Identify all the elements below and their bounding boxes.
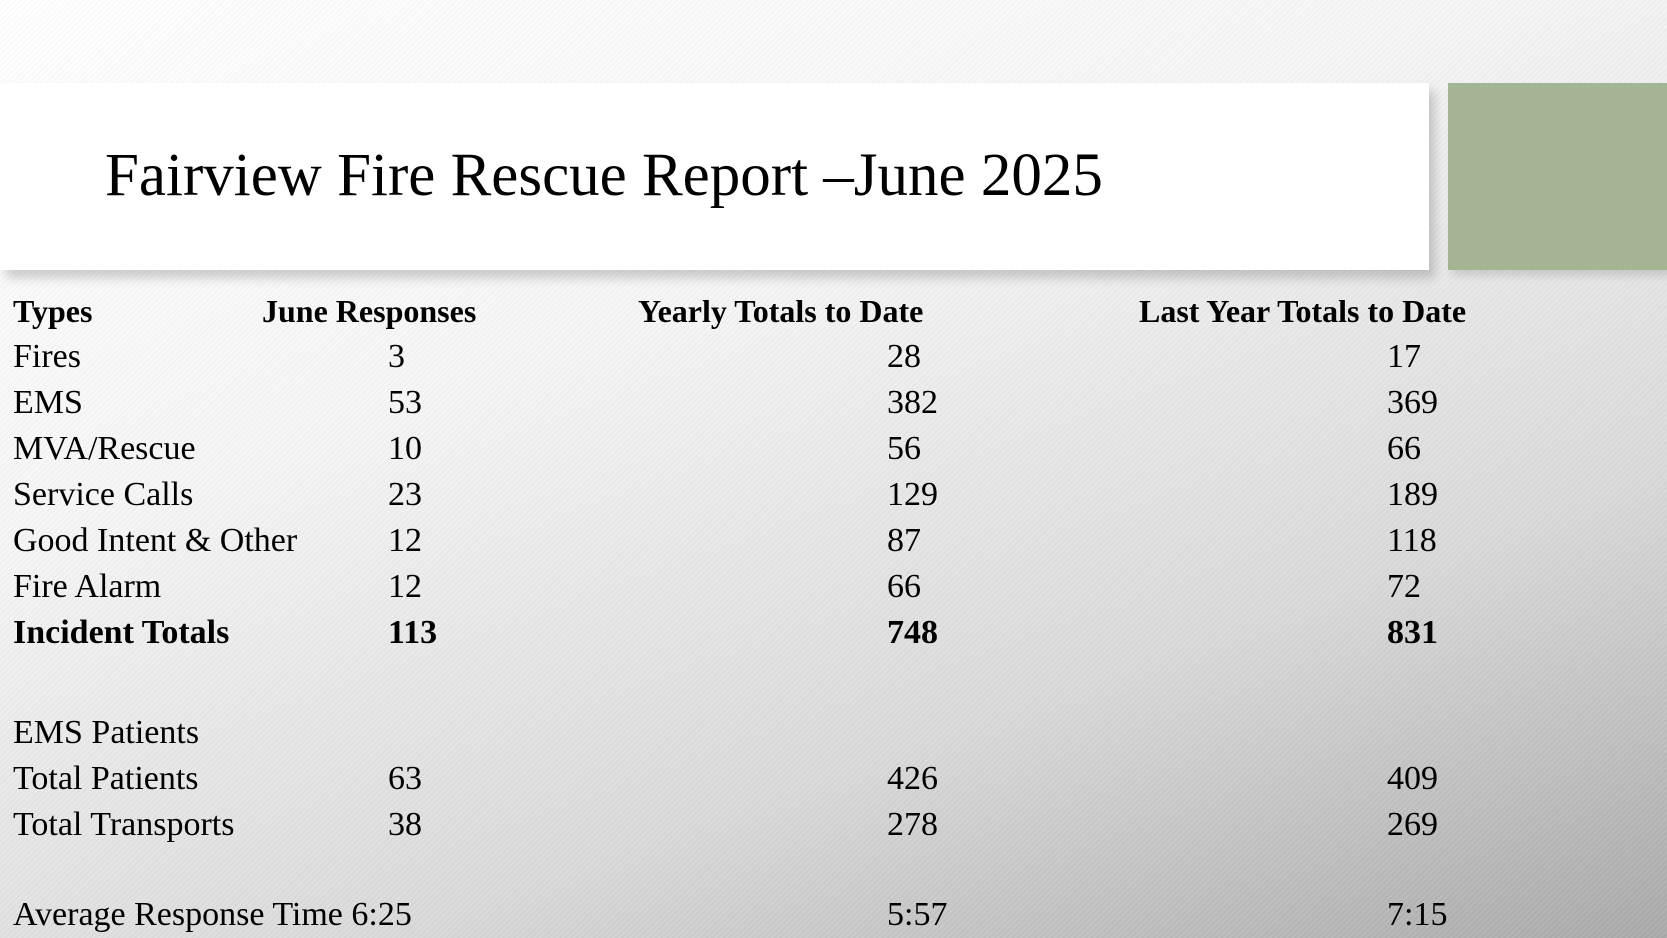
row-last-year: 269 bbox=[1387, 806, 1438, 843]
table-row bbox=[0, 472, 1667, 518]
totals-last-year: 831 bbox=[1387, 614, 1438, 651]
row-ytd: 87 bbox=[887, 522, 921, 559]
page-title: Fairview Fire Rescue Report –June 2025 bbox=[105, 142, 1103, 209]
row-type: Fire Alarm bbox=[13, 568, 162, 605]
row-ytd: 28 bbox=[887, 338, 921, 375]
row-last-year: 17 bbox=[1387, 338, 1421, 375]
row-current: 63 bbox=[388, 760, 422, 797]
header-june-responses: June Responses bbox=[262, 293, 477, 329]
ems-section-heading bbox=[0, 710, 1667, 756]
row-current: 3 bbox=[388, 338, 405, 375]
row-last-year: 118 bbox=[1387, 522, 1437, 559]
table-row bbox=[0, 564, 1667, 610]
row-type: Service Calls bbox=[13, 476, 194, 513]
table-row bbox=[0, 426, 1667, 472]
response-time-label: Average Response Time 6:25 bbox=[13, 896, 412, 933]
row-last-year: 369 bbox=[1387, 384, 1438, 421]
totals-ytd: 748 bbox=[887, 614, 938, 651]
response-time-last-year: 7:15 bbox=[1387, 896, 1448, 933]
totals-row bbox=[0, 610, 1667, 656]
row-last-year: 72 bbox=[1387, 568, 1421, 605]
table-row bbox=[0, 518, 1667, 564]
row-ytd: 129 bbox=[887, 476, 938, 513]
response-time-ytd: 5:57 bbox=[887, 896, 948, 933]
table-header bbox=[0, 288, 1667, 334]
totals-current: 113 bbox=[388, 614, 438, 651]
row-type: Fires bbox=[13, 338, 81, 375]
table-row bbox=[0, 802, 1667, 848]
row-current: 10 bbox=[388, 430, 422, 467]
table-row bbox=[0, 380, 1667, 426]
row-current: 38 bbox=[388, 806, 422, 843]
row-type: Total Patients bbox=[13, 760, 199, 797]
header-types: Types bbox=[13, 293, 93, 329]
row-type: EMS bbox=[13, 384, 83, 421]
row-type: Good Intent & Other bbox=[13, 522, 298, 559]
row-type: Total Transports bbox=[13, 806, 235, 843]
row-last-year: 189 bbox=[1387, 476, 1438, 513]
row-ytd: 426 bbox=[887, 760, 938, 797]
row-current: 53 bbox=[388, 384, 422, 421]
response-time-row bbox=[0, 892, 1667, 938]
table-row bbox=[0, 334, 1667, 380]
row-ytd: 382 bbox=[887, 384, 938, 421]
row-ytd: 66 bbox=[887, 568, 921, 605]
totals-label: Incident Totals bbox=[13, 614, 230, 651]
row-type: MVA/Rescue bbox=[13, 430, 196, 467]
row-last-year: 66 bbox=[1387, 430, 1421, 467]
ems-section-label: EMS Patients bbox=[13, 714, 200, 751]
row-current: 12 bbox=[388, 568, 422, 605]
header-yearly-totals: Yearly Totals to Date bbox=[638, 293, 924, 329]
accent-block bbox=[1448, 83, 1667, 270]
row-current: 23 bbox=[388, 476, 422, 513]
row-last-year: 409 bbox=[1387, 760, 1438, 797]
table-row bbox=[0, 756, 1667, 802]
row-ytd: 278 bbox=[887, 806, 938, 843]
row-current: 12 bbox=[388, 522, 422, 559]
row-ytd: 56 bbox=[887, 430, 921, 467]
header-last-year-totals: Last Year Totals to Date bbox=[1139, 293, 1467, 329]
